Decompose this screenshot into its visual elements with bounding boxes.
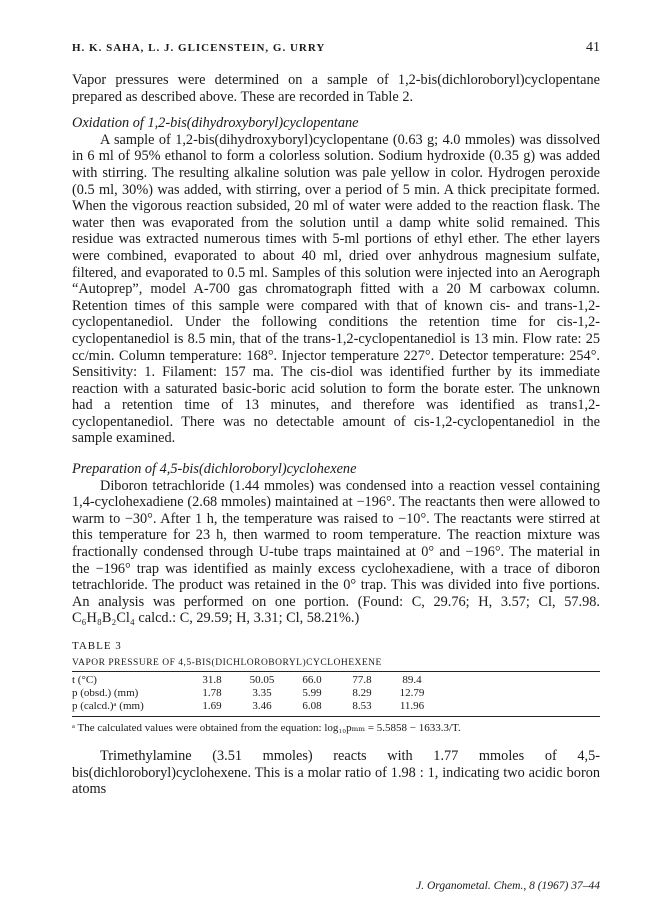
table-footnote: ᵃ The calculated values were obtained from the equation: log₁₀pₘₘ = 5.5858 − 1633.3/T.: [72, 722, 461, 734]
table-label: TABLE 3: [72, 640, 122, 652]
table-row: [72, 674, 437, 687]
table-row: [72, 700, 437, 713]
table-cell: 31.8: [202, 674, 222, 686]
table-cell: 1.78: [202, 687, 222, 699]
section-heading-oxidation: Oxidation of 1,2-bis(dihydroxyboryl)cyclopentane: [72, 115, 359, 132]
table-row: [72, 687, 437, 700]
table-top-rule: [72, 671, 600, 672]
table-title: VAPOR PRESSURE OF 4,5-BIS(DICHLOROBORYL)CYCLOHEXENE: [72, 658, 382, 668]
author-line: H. K. SAHA, L. J. GLICENSTEIN, G. URRY: [72, 42, 326, 54]
table-cell: 8.29: [352, 687, 372, 699]
table-cell: 66.0: [302, 674, 322, 686]
table-cell: 5.99: [302, 687, 322, 699]
closing-paragraph: Trimethylamine (3.51 mmoles) reacts with 1.77 mmoles of 4,5-bis(dichloroboryl)cyclohexene. This is a molar ratio of 1.98 : 1, indicating two acidic boron atoms: [72, 748, 600, 798]
table-cell: 11.96: [399, 700, 425, 712]
paper-page: [72, 40, 600, 798]
table-cell: 8.53: [352, 700, 372, 712]
intro-paragraph: Vapor pressures were determined on a sample of 1,2-bis(dichloroboryl)cyclopentane prepared as described above. These are recorded in Table 2.: [72, 72, 600, 105]
table-cell: 6.08: [302, 700, 322, 712]
journal-citation: J. Organometal. Chem., 8 (1967) 37–44: [416, 880, 600, 892]
page-number: 41: [586, 40, 600, 55]
table-cell: 77.8: [352, 674, 372, 686]
table-cell: 89.4: [402, 674, 422, 686]
oxidation-paragraph: A sample of 1,2-bis(dihydroxyboryl)cyclopentane (0.63 g; 4.0 mmoles) was dissolved in 6 ml of 95% ethanol to form a colorless solution. Sodium hydroxide (0.35 g) was added with stirring. The resulting alkaline solution was pale yellow in color. Hydrogen peroxide (0.5 ml, 30%) was added, with stirring, over a period of 5 min. A thick precipitate formed. When the vigorous reaction subsided, 20 ml of water were added to the reaction flask. The water then was evaporated from the solution until a damp white solid remained. This residue was extracted numerous times with 5-ml portions of ethyl ether. The ether layers were combined, evaporated to about 40 ml, dried over anhydrous magnesium sulfate, filtered, and evaporated to 0.5 ml. Samples of this solution were injected into an Aerograph “Autoprep”, model A-700 gas chromatograph fitted with a 20 M carbowax column. Retention times of this sample were compared with that of known cis- and trans-1,2-cyclopentanediol. Under the following conditions the retention time for cis-1,2-cyclopentanediol is 8.5 min, that of the trans-1,2-cyclopentanediol is 13 min. Flow rate: 25 cc/min. Column temperature: 168°. Injector temperature 227°. Detector temperature: 254°. Sensitivity: 1. Filament: 157 ma. The cis-diol was identified further by its immediate reaction with a saturated basic-boric acid solution to form the borate ester. The unknown had a retention time of 13 minutes, and therefore was identified as trans1,2-cyclopentanediol. There was no detectable amount of cis-1,2-cyclopentanediol in the sample examined.: [72, 131, 600, 447]
row-header: t (°C): [72, 674, 97, 686]
row-header: p (obsd.) (mm): [72, 687, 139, 699]
table-cell: 1.69: [202, 700, 222, 712]
preparation-paragraph: Diboron tetrachloride (1.44 mmoles) was condensed into a reaction vessel containing 1,4-cyclohexadiene (2.68 mmoles) maintained at −196°. The reactants then were allowed to warm to −30°. After 1 h, the temperature was raised to −10°. The reactants were stirred at this temperature for 23 h, then warmed to room temperature. The reaction mixture was fractionally condensed through U-tube traps maintained at 0° and −196°. The material in the −196° trap was identified as mainly excess cyclohexadiene, with a trace of diboron tetrachloride. The product was retained in the 0° trap. This was divided into five portions. An analysis was performed on one portion. (Found: C, 29.76; H, 3.57; Cl, 57.98. C₆H₈B₂Cl₄ calcd.: C, 29.59; H, 3.31; Cl, 58.21%.): [72, 477, 600, 627]
row-header: p (calcd.)ᵃ (mm): [72, 700, 144, 712]
table-cell: 12.79: [399, 687, 425, 699]
table-cell: 50.05: [249, 674, 275, 686]
table-cell: 3.46: [252, 700, 272, 712]
running-head: [72, 40, 600, 56]
table-bottom-rule: [72, 716, 600, 717]
table-cell: 3.35: [252, 687, 272, 699]
vapor-pressure-table: [72, 674, 437, 713]
section-heading-preparation: Preparation of 4,5-bis(dichloroboryl)cyclohexene: [72, 461, 357, 478]
